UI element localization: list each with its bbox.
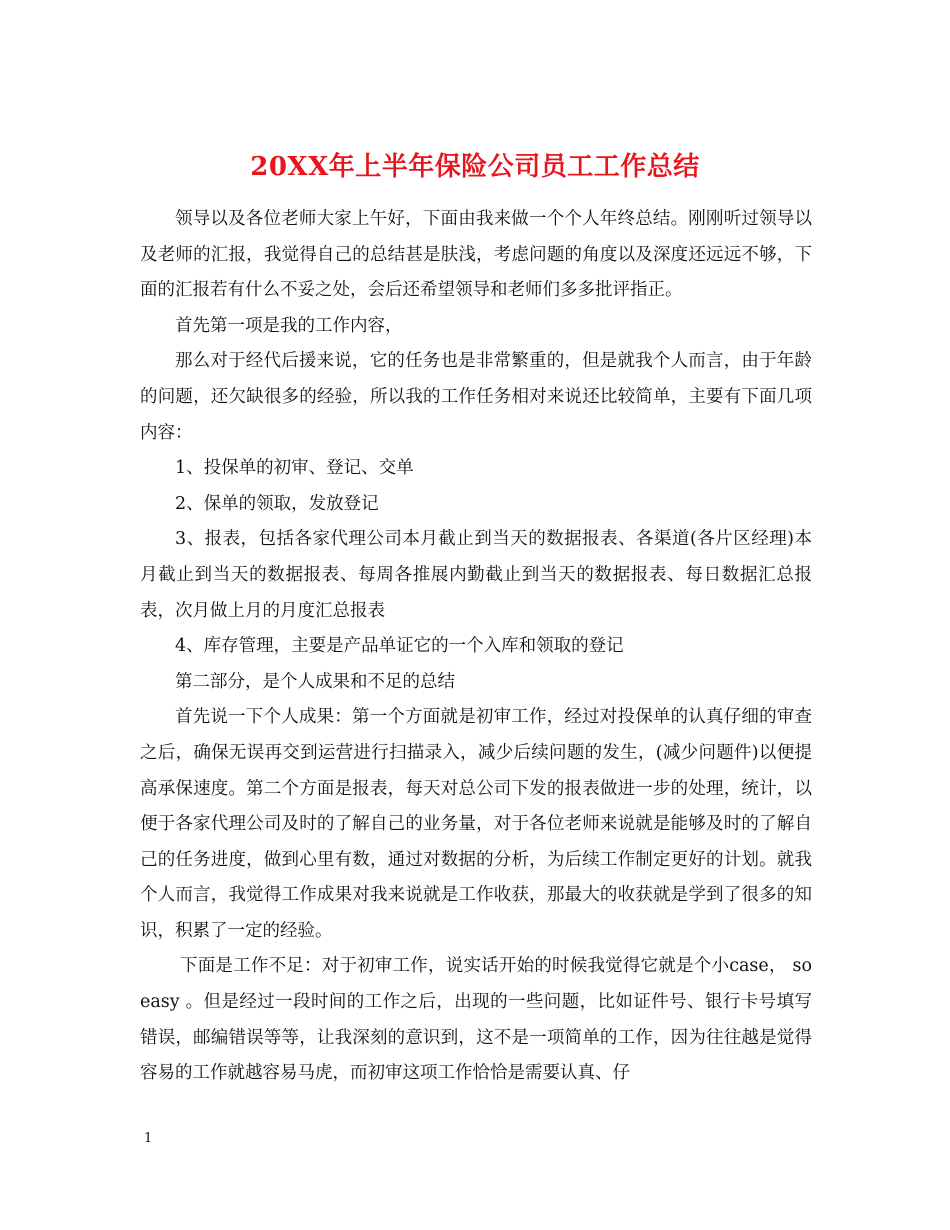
document-title: 20XX年上半年保险公司员工工作总结 bbox=[250, 152, 700, 183]
list-item-2: 2、保单的领取，发放登记 bbox=[175, 493, 379, 514]
list-item-3: 3、报表，包括各家代理公司本月截止到当天的数据报表、各渠道(各片区经理)本月截止到当天的数据报表、每周各推展内勤截止到当天的数据报表、每日数据汇总报表，次月做上月的月度汇总报表 bbox=[140, 529, 812, 621]
paragraph-work-content-description: 那么对于经代后援来说，它的任务也是非常繁重的，但是就我个人而言，由于年龄的问题，还欠缺很多的经验，所以我的工作任务相对来说还比较简单，主要有下面几项内容： bbox=[140, 351, 812, 443]
paragraph-part-two-heading: 第二部分，是个人成果和不足的总结 bbox=[175, 671, 455, 692]
page-number: 1 bbox=[144, 1131, 153, 1146]
paragraph-achievements: 首先说一下个人成果：第一个方面就是初审工作，经过对投保单的认真仔细的审查之后，确保无误再交到运营进行扫描录入，减少后续问题的发生，(减少问题件)以便提高承保速度。第二个方面是报表，每天对总公司下发的报表做进一步的处理，统计，以便于各家代理公司及时的了解自己的业务量，对于各位老师来说就是能够及时的了解自己的任务进度，做到心里有数，通过对数据的分析，为后续工作制定更好的计划。就我个人而言，我觉得工作成果对我来说就是工作收获，那最大的收获就是学到了很多的知识，积累了一定的经验。 bbox=[140, 707, 812, 941]
paragraph-intro: 领导以及各位老师大家上午好，下面由我来做一个个人年终总结。刚刚听过领导以及老师的汇报，我觉得自己的总结甚是肤浅，考虑问题的角度以及深度还远远不够，下面的汇报若有什么不妥之处，会后还希望领导和老师们多多批评指正。 bbox=[140, 209, 812, 301]
paragraph-shortcomings: 下面是工作不足：对于初审工作，说实话开始的时候我觉得它就是个小case， so easy 。但是经过一段时间的工作之后，出现的一些问题，比如证件号、银行卡号填写错误，邮编错误等等，让我深刻的意识到，这不是一项简单的工作，因为往往越是觉得容易的工作就越容易马虎，而初审这项工作恰恰是需要认真、仔 bbox=[140, 956, 812, 1084]
list-item-1: 1、投保单的初审、登记、交单 bbox=[175, 458, 414, 479]
list-item-4: 4、库存管理，主要是产品单证它的一个入库和领取的登记 bbox=[175, 636, 624, 657]
document-body bbox=[140, 202, 812, 1092]
paragraph-work-content-heading: 首先第一项是我的工作内容， bbox=[175, 315, 403, 336]
